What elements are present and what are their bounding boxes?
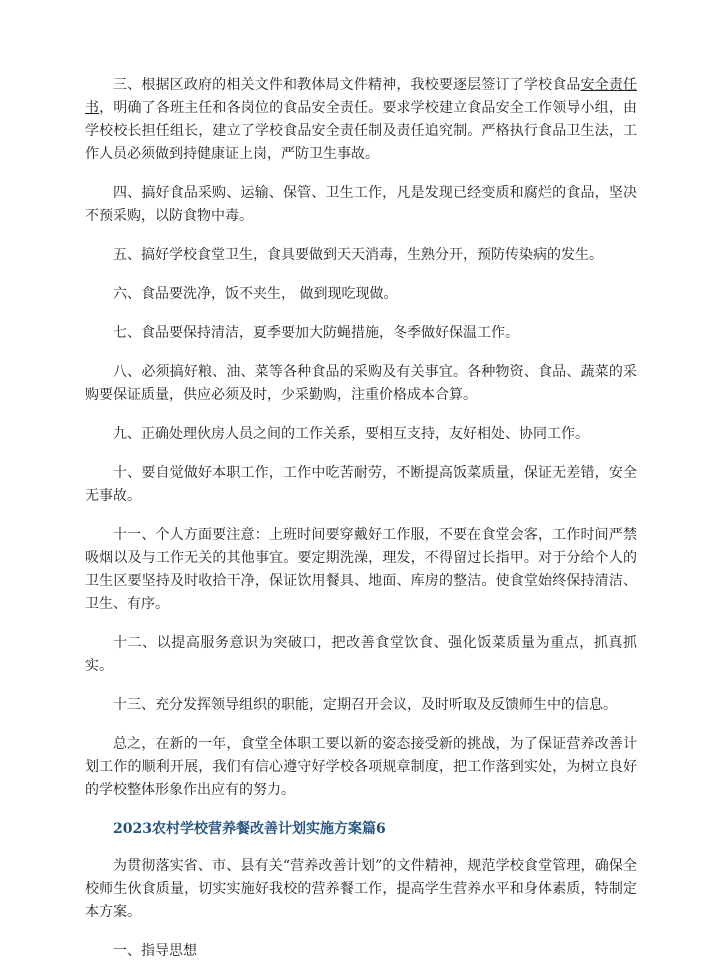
paragraph-canteen-hygiene: 五、搞好学校食堂卫生，食具要做到天天消毒，生熟分开，预防传染病的发生。 bbox=[113, 247, 603, 263]
paragraph-food-washing: 六、食品要洗净，饭不夹生， 做到现吃现做。 bbox=[113, 286, 398, 302]
paragraph-personal-conduct: 十一、个人方面要注意：上班时间要穿戴好工作服，不要在食堂会客，工作时间严禁吸烟以及与工作无关的其他事宜。要定期洗澡，理发，不得留过长指甲。对于分给个人的卫生区要坚持及时收拾干净，保证饮用餐具、地面、库房的整洁。使食堂始终保持清洁、卫生、有序。 bbox=[85, 527, 637, 612]
paragraph-food-procurement: 四、搞好食品采购、运输、保管、卫生工作，凡是发现已经变质和腐烂的食品，坚决不预采购，以防食物中毒。 bbox=[85, 185, 637, 224]
paragraph-food-safety-responsibility bbox=[85, 74, 637, 166]
section-heading: 2023农村学校营养餐改善计划实施方案篇6 bbox=[113, 821, 386, 837]
paragraph-staff-relations: 九、正确处理伙房人员之间的工作关系，要相互支持，友好相处、协同工作。 bbox=[113, 426, 589, 442]
paragraph-food-cleanliness: 七、食品要保持清洁，夏季要加大防蝇措施，冬季做好保温工作。 bbox=[113, 325, 519, 341]
paragraph-guiding-ideology: 一、指导思想 bbox=[113, 943, 197, 959]
paragraph-leadership: 十三、充分发挥领导组织的职能，定期召开会议，及时听取及反馈师生中的信息。 bbox=[113, 697, 617, 713]
paragraph-summary: 总之，在新的一年，食堂全体职工要以新的姿态接受新的挑战，为了保证营养改善计划工作的顺利开展，我们有信心遵守好学校各项规章制度，把工作落到实处，为树立良好的学校整体形象作出应有的努力。 bbox=[85, 736, 637, 798]
paragraph-purchasing: 八、必须搞好粮、油、菜等各种食品的采购及有关事宜。各种物资、食品、蔬菜的采购要保证质量，供应必须及时，少采勤购，注重价格成本合算。 bbox=[85, 364, 637, 403]
paragraph-text: ，明确了各班主任和各岗位的食品安全责任。要求学校建立食品安全工作领导小组，由学校校长担任组长，建立了学校食品安全责任制及责任追究制。严格执行食品卫生法，工作人员必须做到持健康证上岗，严防卫生事故。 bbox=[85, 100, 638, 162]
safety-responsibility-link[interactable]: 安全责任书 bbox=[85, 77, 638, 116]
paragraph-service-awareness: 十二、以提高服务意识为突破口，把改善食堂饮食、强化饭菜质量为重点，抓真抓实。 bbox=[85, 635, 637, 674]
paragraph-job-duties: 十、要自觉做好本职工作，工作中吃苦耐劳，不断提高饭菜质量，保证无差错，安全无事故。 bbox=[85, 465, 637, 504]
document-page bbox=[85, 74, 637, 979]
paragraph-text: 三、根据区政府的相关文件和教体局文件精神，我校要逐层签订了学校食品 bbox=[113, 77, 581, 93]
paragraph-intro: 为贯彻落实省、市、县有关“营养改善计划”的文件精神，规范学校食堂管理，确保全校师生伙食质量，切实实施好我校的营养餐工作，提高学生营养水平和身体素质，特制定本方案。 bbox=[85, 858, 637, 920]
